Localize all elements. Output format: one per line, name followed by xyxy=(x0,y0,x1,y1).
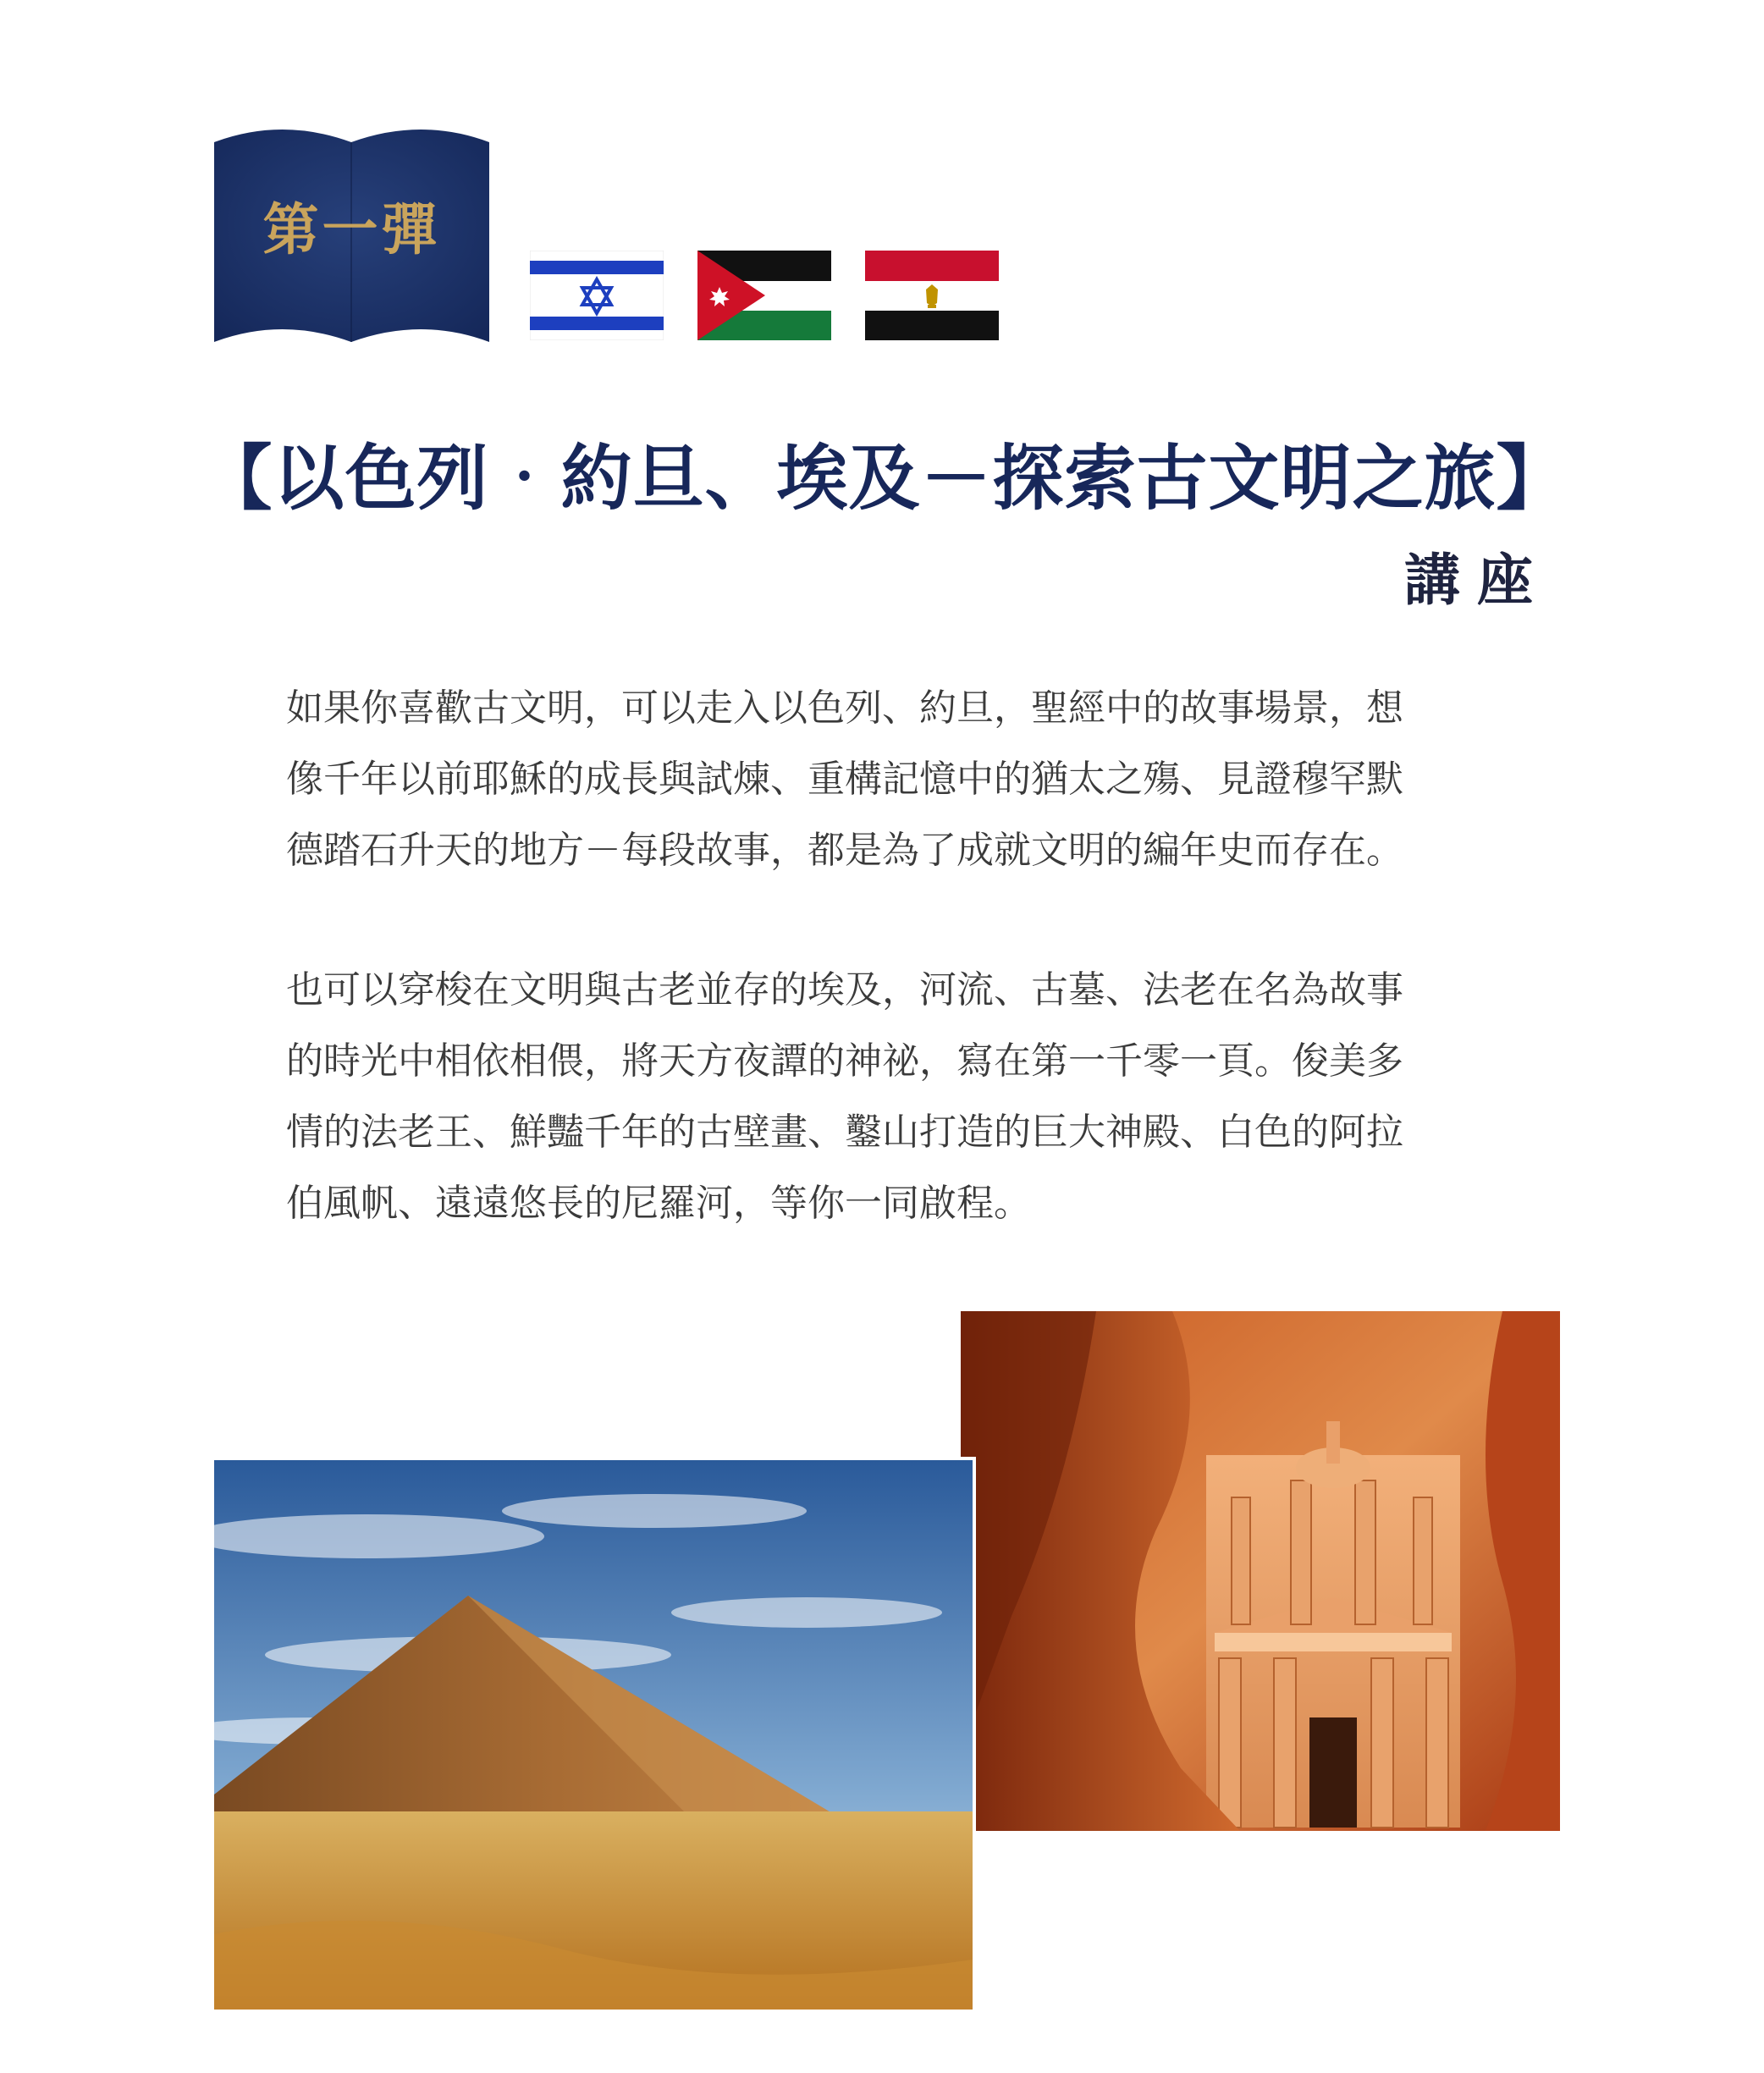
paragraph-line: 德踏石升天的地方－每段故事，都是為了成就文明的編年史而存在。 xyxy=(286,829,1403,872)
badge-label: 第一彈 xyxy=(262,196,441,262)
paragraph-line: 情的法老王、鮮豔千年的古壁畫、鑿山打造的巨大神殿、白色的阿拉 xyxy=(286,1111,1403,1154)
paragraph-line: 的時光中相依相偎，將天方夜譚的神祕，寫在第一千零一頁。俊美多 xyxy=(286,1039,1403,1083)
intro-paragraph-2 xyxy=(286,955,1480,1239)
paragraph-line: 如果你喜歡古文明，可以走入以色列、約旦，聖經中的故事場景，想 xyxy=(286,686,1403,730)
jordan-flag-icon xyxy=(697,251,831,340)
paragraph-line: 伯風帆、遠遠悠長的尼羅河，等你一同啟程。 xyxy=(286,1182,1031,1225)
intro-paragraph-1 xyxy=(286,673,1480,886)
page-subtitle: 講座 xyxy=(1404,547,1550,613)
paragraph-line: 像千年以前耶穌的成長與試煉、重構記憶中的猶太之殤、見證穆罕默 xyxy=(286,758,1403,801)
page-title: 【以色列‧約旦、埃及－探索古文明之旅】 xyxy=(201,436,1568,520)
pyramid-photo xyxy=(214,1457,976,2010)
israel-flag-icon xyxy=(530,251,664,340)
petra-treasury-photo xyxy=(956,1311,1560,1831)
paragraph-line: 也可以穿梭在文明與古老並存的埃及，河流、古墓、法老在名為故事 xyxy=(286,968,1403,1012)
egypt-flag-icon xyxy=(865,251,999,340)
